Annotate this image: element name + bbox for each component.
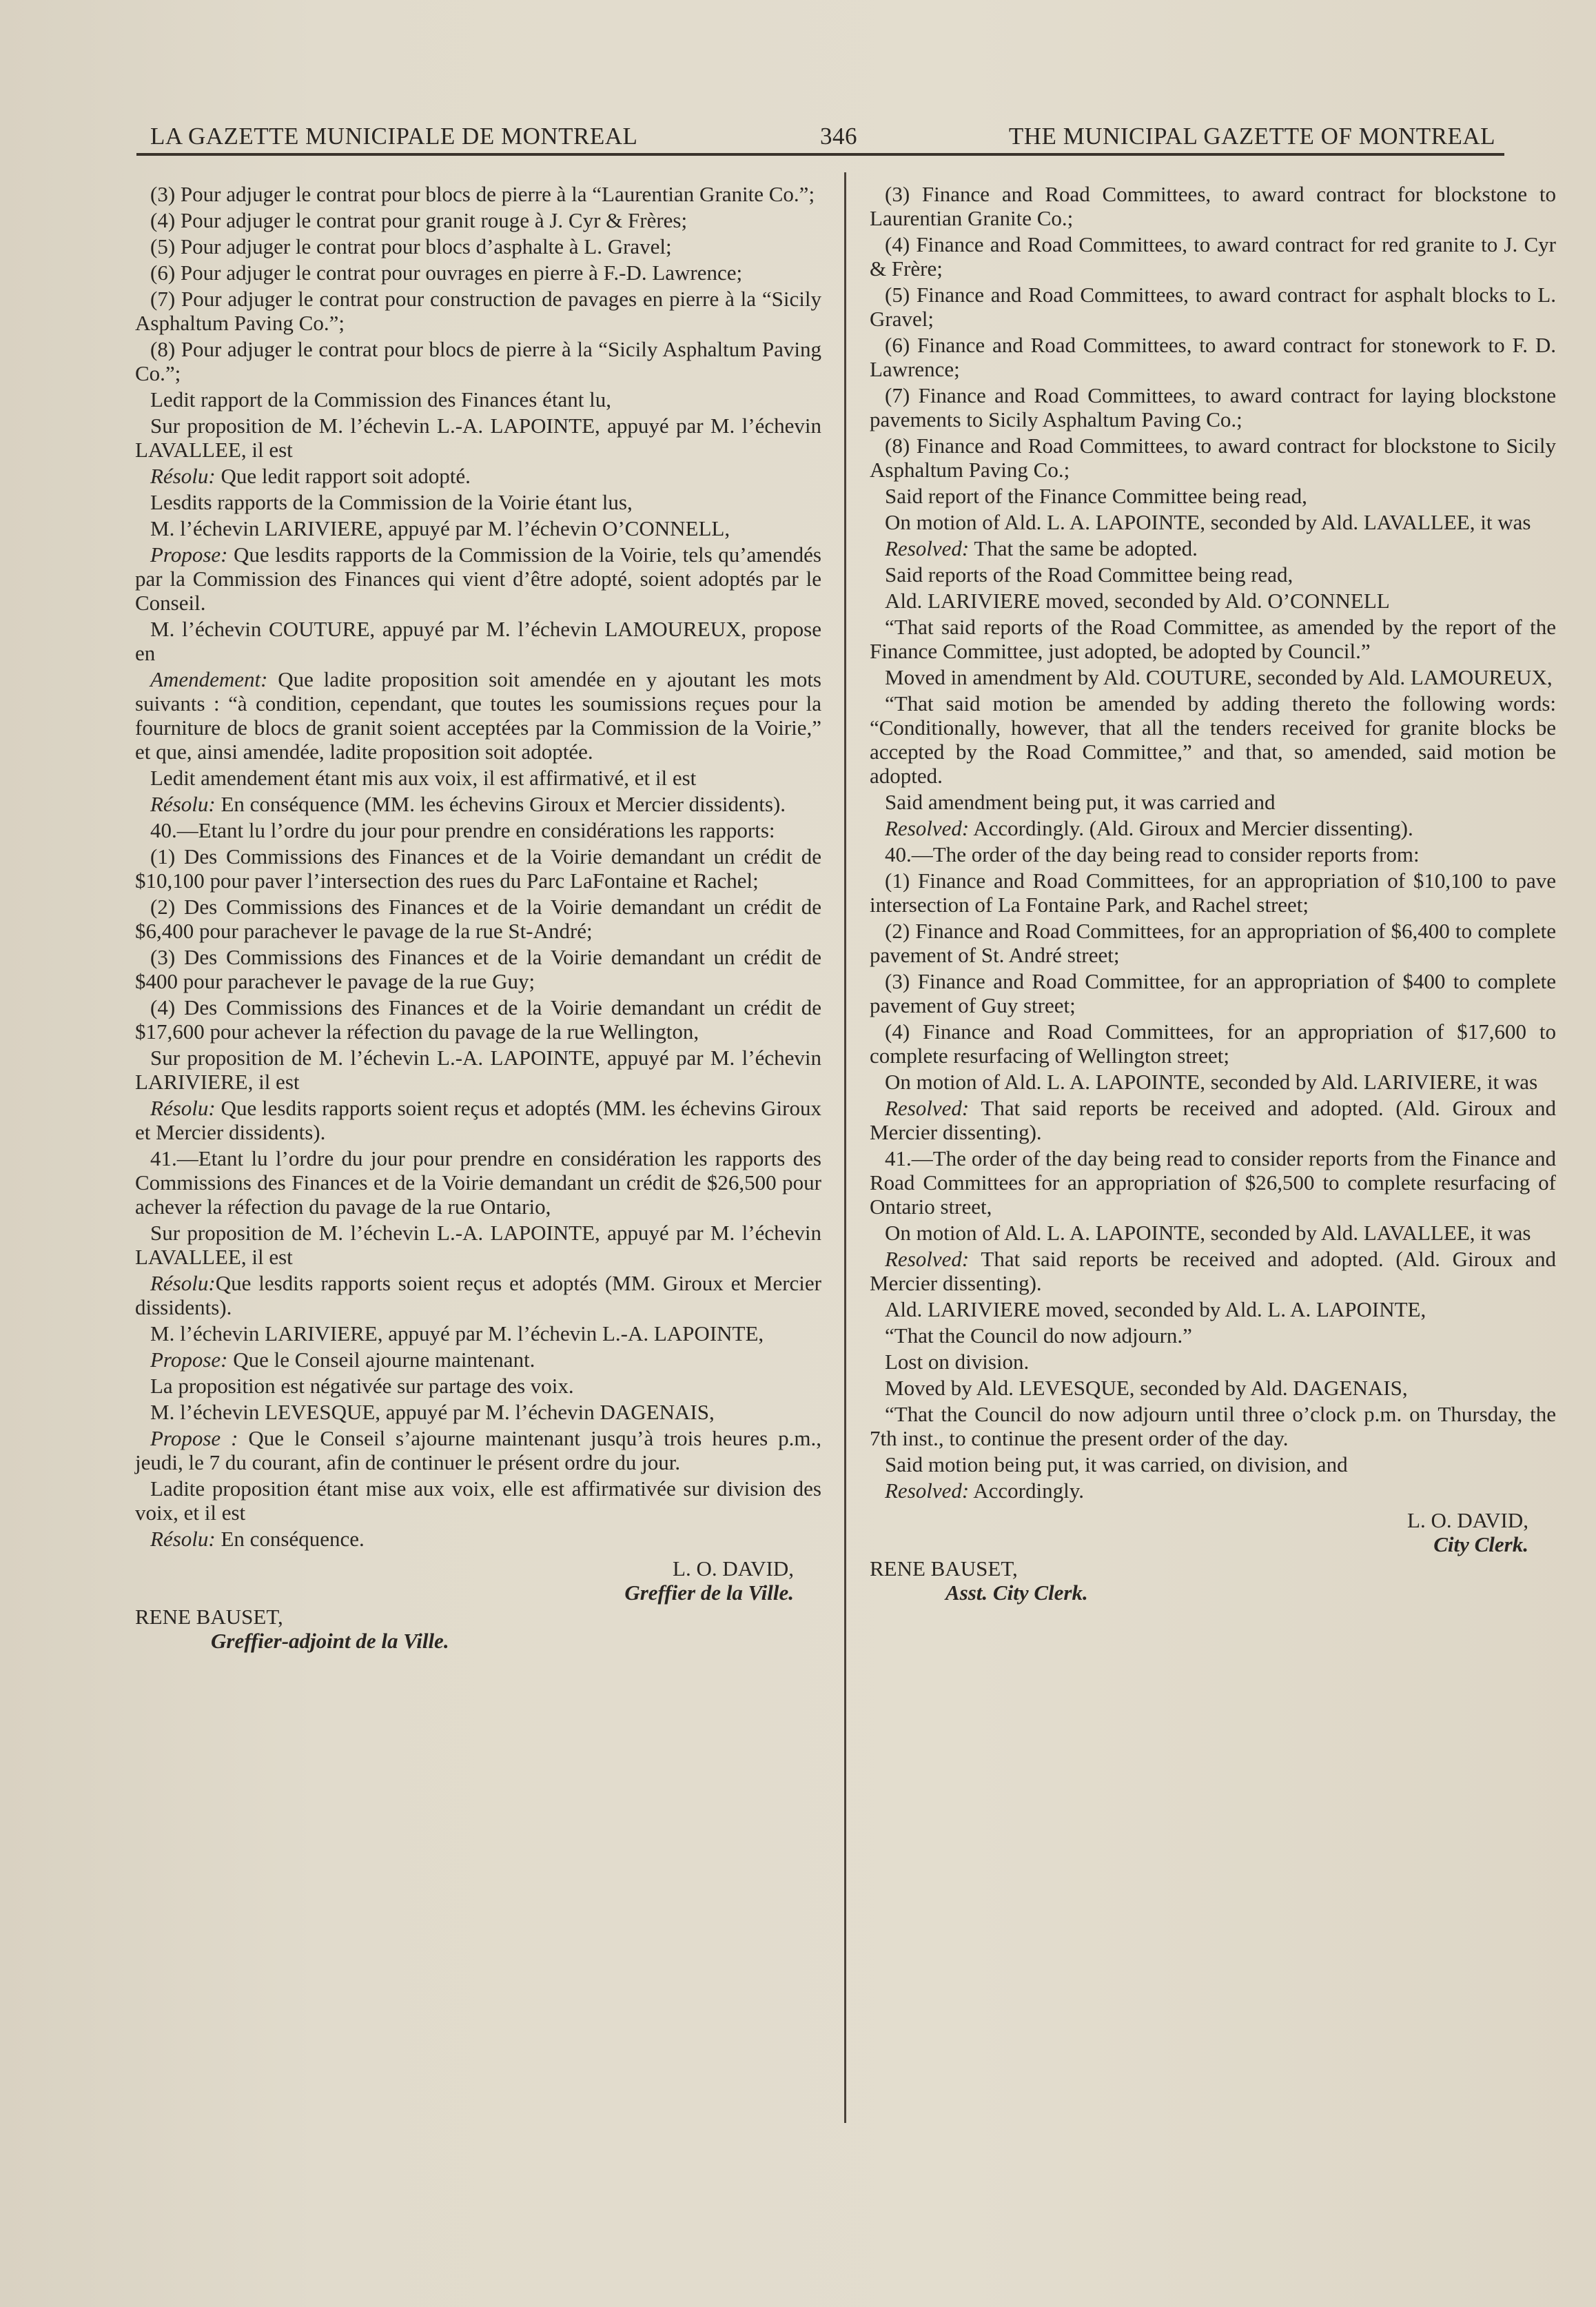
paragraph-text: En conséquence (MM. les échevins Giroux et Mercier dissidents). [215, 792, 786, 816]
paragraph [135, 208, 821, 232]
paragraph-text: M. l’échevin COUTURE, appuyé par M. l’échevin LAMOUREUX, propose en [135, 617, 821, 665]
paragraph [870, 1452, 1556, 1476]
assistant-clerk-title: Asst. City Clerk. [945, 1581, 1088, 1605]
paragraph [135, 792, 821, 816]
paragraph [870, 1070, 1556, 1094]
paragraph-text: (2) Finance and Road Committees, for an appropriation of $6,400 to complete pavement of St. André street; [870, 919, 1556, 967]
paragraph-text: That said reports be received and adopted. (Ald. Giroux and Mercier dissenting). [870, 1247, 1556, 1295]
paragraph [870, 182, 1556, 230]
paragraph-text: On motion of Ald. L. A. LAPOINTE, seconded by Ald. LAVALLEE, it was [885, 1221, 1531, 1245]
clerk-name: L. O. DAVID, [673, 1556, 794, 1581]
paragraph-text: Ald. LARIVIERE moved, seconded by Ald. O’CONNELL [885, 589, 1390, 613]
assistant-clerk-name: RENE BAUSET, [135, 1605, 283, 1629]
paragraph-text: 41.—The order of the day being read to consider reports from the Finance and Road Committees for an appropriation of $26,500 to complete resurfacing of Ontario street, [870, 1146, 1556, 1219]
paragraph-text: (4) Finance and Road Committees, to award contract for red granite to J. Cyr & Frère; [870, 232, 1556, 281]
paragraph-label: Resolved: [885, 1096, 970, 1120]
clerk-name: L. O. DAVID, [1407, 1508, 1528, 1532]
paragraph-text: Moved by Ald. LEVESQUE, seconded by Ald. DAGENAIS, [885, 1376, 1408, 1400]
paragraph-text: M. l’échevin LEVESQUE, appuyé par M. l’échevin DAGENAIS, [150, 1400, 715, 1424]
paragraph [135, 1400, 821, 1424]
paragraph-text: Ledit amendement étant mis aux voix, il est affirmativé, et il est [150, 766, 697, 790]
paragraph-text: Lesdits rapports de la Commission de la Voirie étant lus, [150, 490, 633, 514]
paragraph-text: Ledit rapport de la Commission des Finances étant lu, [150, 387, 611, 411]
paragraph-text: 41.—Etant lu l’ordre du jour pour prendre en considération les rapports des Commissions des Finances et de la Voirie demandant un crédit de $26,500 pour achever la réfection du pavage de la rue Ontario, [135, 1146, 821, 1219]
paragraph-label: Resolved: [885, 1247, 970, 1271]
column-divider [844, 172, 846, 2123]
paragraph-text: Accordingly. [969, 1478, 1084, 1503]
clerk-title: City Clerk. [1433, 1532, 1528, 1556]
paragraph-text: Accordingly. (Ald. Giroux and Mercier dissenting). [969, 816, 1413, 840]
paragraph [135, 182, 821, 206]
assistant-clerk-title: Greffier-adjoint de la Ville. [211, 1629, 449, 1653]
paragraph-text: Said motion being put, it was carried, on division, and [885, 1452, 1348, 1476]
paragraph [135, 234, 821, 258]
paragraph-label: Résolu: [150, 464, 216, 488]
paragraph-text: Que ledit rapport soit adopté. [215, 464, 471, 488]
paragraph [135, 490, 821, 514]
paragraph [135, 414, 821, 462]
paragraph-text: (8) Pour adjuger le contrat pour blocs de pierre à la “Sicily Asphaltum Paving Co.”; [135, 337, 821, 385]
paragraph [870, 232, 1556, 281]
paragraph-text: M. l’échevin LARIVIERE, appuyé par M. l’échevin L.-A. LAPOINTE, [150, 1321, 764, 1345]
paragraph [135, 1527, 821, 1551]
paragraph [870, 562, 1556, 587]
paragraph-label: Propose: [150, 542, 228, 567]
paragraph [135, 945, 821, 993]
paragraph-text: (4) Des Commissions des Finances et de la Voirie demandant un crédit de $17,600 pour achever la réfection du pavage de la rue Wellington, [135, 995, 821, 1044]
paragraph-text: (1) Des Commissions des Finances et de la Voirie demandant un crédit de $10,100 pour paver l’intersection des rues du Parc LaFontaine et Rachel; [135, 844, 821, 893]
paragraph [870, 1019, 1556, 1068]
paragraph-text: (1) Finance and Road Committees, for an appropriation of $10,100 to pave intersection of La Fontaine Park, and Rachel street; [870, 868, 1556, 917]
paragraph [135, 261, 821, 285]
paragraph-text: Que lesdits rapports soient reçus et adoptés (MM. les échevins Giroux et Mercier dissidents). [135, 1096, 821, 1144]
paragraph-text: (8) Finance and Road Committees, to award contract for blockstone to Sicily Asphaltum Paving Co.; [870, 434, 1556, 482]
paragraph-text: Que lesdits rapports de la Commission de la Voirie, tels qu’amendés par la Commission des Finances qui vient d’être adopté, soient adoptés par le Conseil. [135, 542, 821, 615]
paragraph-text: (5) Pour adjuger le contrat pour blocs d’asphalte à L. Gravel; [150, 234, 672, 258]
paragraph [135, 895, 821, 943]
paragraph-text: Que lesdits rapports soient reçus et adoptés (MM. Giroux et Mercier dissidents). [135, 1271, 821, 1319]
paragraph-label: Propose : [150, 1426, 238, 1450]
page-header [138, 116, 1495, 157]
paragraph [135, 844, 821, 893]
paragraph [870, 1478, 1556, 1503]
assistant-clerk-name: RENE BAUSET, [870, 1556, 1018, 1581]
paragraph-label: Resolved: [885, 536, 970, 560]
paragraph-text: “That the Council do now adjourn.” [885, 1323, 1192, 1348]
paragraph-text: En conséquence. [215, 1527, 365, 1551]
header-rule [136, 153, 1504, 156]
paragraph [135, 464, 821, 488]
paragraph [870, 1221, 1556, 1245]
paragraph-label: Resolved: [885, 816, 970, 840]
paragraph-label: Résolu: [150, 1527, 216, 1551]
paragraph-text: Said amendment being put, it was carried and [885, 790, 1276, 814]
paragraph [135, 667, 821, 764]
paragraph-text: Sur proposition de M. l’échevin L.-A. LAPOINTE, appuyé par M. l’échevin LAVALLEE, il est [135, 414, 821, 462]
paragraph [870, 434, 1556, 482]
paragraph [870, 790, 1556, 814]
paragraph-text: Moved in amendment by Ald. COUTURE, seconded by Ald. LAMOUREUX, [885, 665, 1553, 689]
paragraph [135, 1146, 821, 1219]
paragraph-text: (2) Des Commissions des Finances et de la Voirie demandant un crédit de $6,400 pour parachever le pavage de la rue St-André; [135, 895, 821, 943]
paragraph-text: (7) Pour adjuger le contrat pour construction de pavages en pierre à la “Sicily Asphaltum Paving Co.”; [135, 287, 821, 335]
paragraph [870, 484, 1556, 508]
paragraph [135, 1374, 821, 1398]
paragraph-text: “That said motion be amended by adding thereto the following words: “Conditionally, however, that all the tenders received for granite blocks be accepted by the Road Committee,” and that, so amended, said motion be adopted. [870, 691, 1556, 788]
paragraph [135, 542, 821, 615]
paragraph [870, 816, 1556, 840]
header-french-title: LA GAZETTE MUNICIPALE DE MONTREAL [150, 123, 638, 150]
paragraph-text: Said reports of the Road Committee being read, [885, 562, 1293, 587]
english-column [870, 182, 1556, 2236]
paragraph [135, 1476, 821, 1525]
paragraph [870, 919, 1556, 967]
paragraph [135, 995, 821, 1044]
paragraph [870, 333, 1556, 381]
english-clerk-signature [870, 1508, 1528, 1556]
paragraph [135, 1271, 821, 1319]
paragraph [870, 969, 1556, 1017]
paragraph-text: Sur proposition de M. l’échevin L.-A. LAPOINTE, appuyé par M. l’échevin LAVALLEE, il est [135, 1221, 821, 1269]
paragraph-text: Que ladite proposition soit amendée en y ajoutant les mots suivants : “à condition, cependant, que toutes les soumissions reçues pour la fourniture de blocs de granit soient acceptées par la Commission de la Voirie,” et que, ainsi amendée, ladite proposition soit adoptée. [135, 667, 821, 764]
paragraph-text: Lost on division. [885, 1350, 1030, 1374]
paragraph-text: On motion of Ald. L. A. LAPOINTE, seconded by Ald. LARIVIERE, it was [885, 1070, 1538, 1094]
paragraph [870, 589, 1556, 613]
paragraph-text: Que le Conseil ajourne maintenant. [227, 1348, 535, 1372]
paragraph-text: Said report of the Finance Committee being read, [885, 484, 1307, 508]
paragraph-label: Amendement: [150, 667, 268, 691]
paragraph [135, 387, 821, 411]
paragraph-label: Résolu: [150, 1271, 216, 1295]
french-paragraphs [135, 182, 821, 1551]
paragraph-text: Ladite proposition étant mise aux voix, elle est affirmativée sur division des voix, et il est [135, 1476, 821, 1525]
paragraph [135, 1426, 821, 1474]
paragraph-text: (6) Finance and Road Committees, to award contract for stonework to F. D. Lawrence; [870, 333, 1556, 381]
paragraph-text: That said reports be received and adopted. (Ald. Giroux and Mercier dissenting). [870, 1096, 1556, 1144]
paragraph-text: 40.—Etant lu l’ordre du jour pour prendre en considérations les rapports: [150, 818, 775, 842]
paragraph-text: (4) Finance and Road Committees, for an appropriation of $17,600 to complete resurfacing of Wellington street; [870, 1019, 1556, 1068]
paragraph-label: Propose: [150, 1348, 228, 1372]
paragraph-text: That the same be adopted. [969, 536, 1198, 560]
paragraph [135, 766, 821, 790]
paragraph [870, 283, 1556, 331]
paragraph-text: (5) Finance and Road Committees, to award contract for asphalt blocks to L. Gravel; [870, 283, 1556, 331]
paragraph [135, 1046, 821, 1094]
french-assistant-signature [135, 1605, 821, 1653]
paragraph-text: “That the Council do now adjourn until three o’clock p.m. on Thursday, the 7th inst., to continue the present order of the day. [870, 1402, 1556, 1450]
paragraph-text: Sur proposition de M. l’échevin L.-A. LAPOINTE, appuyé par M. l’échevin LARIVIERE, il est [135, 1046, 821, 1094]
paragraph [870, 868, 1556, 917]
paragraph-label: Résolu: [150, 792, 216, 816]
paragraph-label: Resolved: [885, 1478, 970, 1503]
paragraph [870, 1247, 1556, 1295]
header-english-title: THE MUNICIPAL GAZETTE OF MONTREAL [1008, 123, 1495, 150]
paragraph-text: (6) Pour adjuger le contrat pour ouvrages en pierre à F.-D. Lawrence; [150, 261, 743, 285]
paragraph [135, 617, 821, 665]
paragraph-text: La proposition est négativée sur partage des voix. [150, 1374, 574, 1398]
paragraph [870, 1096, 1556, 1144]
paragraph [135, 1096, 821, 1144]
paragraph [870, 1376, 1556, 1400]
paragraph [135, 818, 821, 842]
paragraph-text: Que le Conseil s’ajourne maintenant jusqu’à trois heures p.m., jeudi, le 7 du courant, afin de continuer le présent ordre du jour. [135, 1426, 821, 1474]
page-number: 346 [820, 123, 857, 150]
paragraph-text: (3) Des Commissions des Finances et de la Voirie demandant un crédit de $400 pour parachever le pavage de la rue Guy; [135, 945, 821, 993]
paragraph [870, 665, 1556, 689]
paragraph-text: 40.—The order of the day being read to consider reports from: [885, 842, 1420, 866]
paragraph-text: (3) Finance and Road Committee, for an appropriation of $400 to complete pavement of Guy street; [870, 969, 1556, 1017]
paragraph [135, 1321, 821, 1345]
paragraph-text: “That said reports of the Road Committee, as amended by the report of the Finance Committee, just adopted, be adopted by Council.” [870, 615, 1556, 663]
paragraph [870, 1297, 1556, 1321]
paragraph [870, 1402, 1556, 1450]
paragraph [870, 383, 1556, 431]
paragraph [870, 536, 1556, 560]
paragraph-text: Ald. LARIVIERE moved, seconded by Ald. L. A. LAPOINTE, [885, 1297, 1426, 1321]
paragraph-text: (7) Finance and Road Committees, to award contract for laying blockstone pavements to Sicily Asphaltum Paving Co.; [870, 383, 1556, 431]
paragraph [135, 1348, 821, 1372]
paragraph [870, 1146, 1556, 1219]
paragraph [870, 691, 1556, 788]
french-column [135, 182, 821, 2236]
paragraph [870, 510, 1556, 534]
paragraph [870, 1350, 1556, 1374]
paragraph-text: M. l’échevin LARIVIERE, appuyé par M. l’échevin O’CONNELL, [150, 516, 730, 540]
paragraph [135, 1221, 821, 1269]
paragraph [135, 516, 821, 540]
paragraph-label: Résolu: [150, 1096, 216, 1120]
paragraph [135, 287, 821, 335]
paragraph [870, 615, 1556, 663]
paragraph [870, 842, 1556, 866]
paragraph [870, 1323, 1556, 1348]
paragraph-text: (3) Finance and Road Committees, to award contract for blockstone to Laurentian Granite Co.; [870, 182, 1556, 230]
paragraph-text: (4) Pour adjuger le contrat pour granit rouge à J. Cyr & Frères; [150, 208, 688, 232]
french-clerk-signature [135, 1556, 794, 1605]
clerk-title: Greffier de la Ville. [624, 1581, 794, 1605]
paragraph-text: (3) Pour adjuger le contrat pour blocs de pierre à la “Laurentian Granite Co.”; [150, 182, 815, 206]
english-assistant-signature [870, 1556, 1556, 1605]
paragraph-text: On motion of Ald. L. A. LAPOINTE, seconded by Ald. LAVALLEE, it was [885, 510, 1531, 534]
paragraph [135, 337, 821, 385]
english-paragraphs [870, 182, 1556, 1503]
